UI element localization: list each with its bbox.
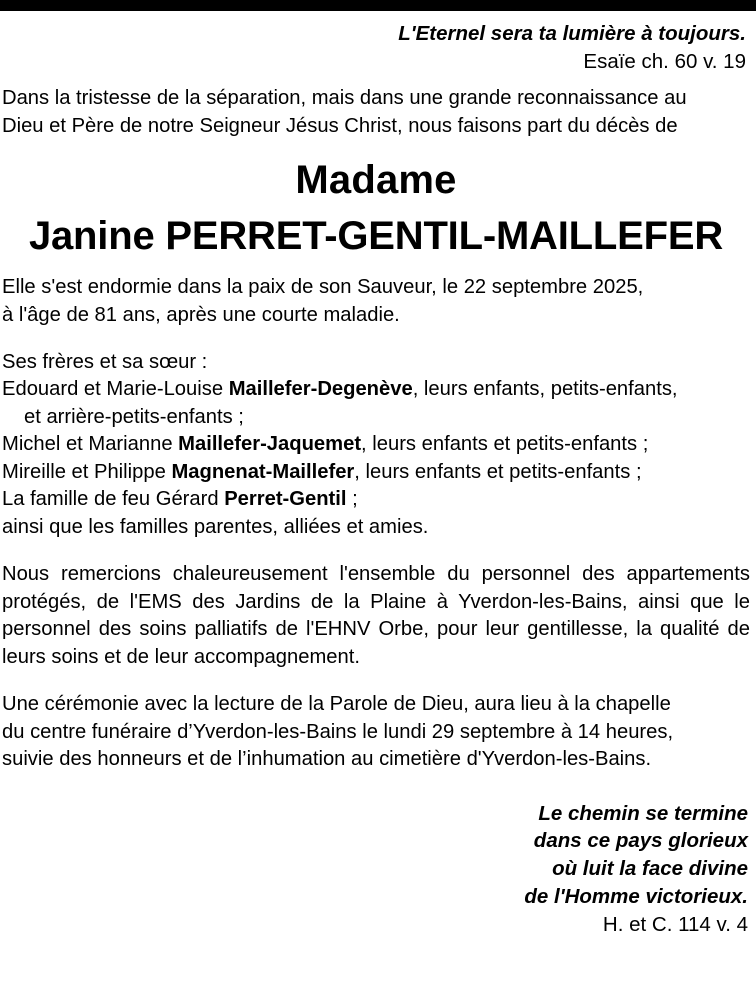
ceremony-paragraph (2, 691, 750, 773)
intro-line-2: Dieu et Père de notre Seigneur Jésus Christ, nous faisons part du décès de (2, 114, 678, 137)
top-black-rule (0, 0, 756, 11)
family-heading: Ses frères et sa sœur : (2, 350, 208, 373)
closing-poem-reference: H. et C. 114 v. 4 (602, 913, 748, 937)
thanks-paragraph: Nous remercions chaleureusement l'ensemble du personnel des appartements protégés, de l'EMS des Jardins de la Plaine à Yverdon-les-Bains, ainsi que le personnel des soins palliatifs de l'EHNV Orbe, pour leur gentillesse, la qualité de leurs soins et de leur accompagnement. (2, 563, 750, 668)
family-entry-prefix: Michel et Marianne (2, 433, 179, 456)
family-entry-continuation: et arrière-petits-enfants ; (24, 405, 244, 428)
opening-verse: L'Eternel sera ta lumière à toujours. (398, 22, 746, 45)
closing-poem-line: dans ce pays glorieux (533, 829, 748, 853)
family-entry (2, 486, 750, 513)
closing-poem (2, 800, 750, 911)
deceased-title: Madame (295, 158, 457, 203)
family-entry-suffix: , leurs enfants et petits-enfants ; (361, 433, 649, 456)
family-entry (2, 459, 750, 486)
ceremony-line-2: du centre funéraire d’Yverdon-les-Bains le lundi 29 septembre à 14 heures, (2, 720, 674, 743)
family-entry-surname: Maillefer-Jaquemet (178, 433, 362, 456)
death-line-2: à l'âge de 81 ans, après une courte maladie. (2, 303, 400, 326)
spacer-1 (2, 329, 750, 349)
family-entry-surname: Maillefer-Degenève (228, 378, 413, 401)
death-line-1: Elle s'est endormie dans la paix de son Sauveur, le 22 septembre 2025, (2, 276, 644, 299)
family-entry-suffix: , leurs enfants, petits-enfants, (412, 378, 678, 401)
family-entry-surname: Magnenat-Maillefer (171, 460, 355, 483)
family-entry-prefix: Edouard et Marie-Louise (2, 378, 229, 401)
death-details (2, 274, 750, 329)
opening-verse-reference: Esaïe ch. 60 v. 19 (583, 50, 746, 74)
family-entry-prefix: La famille de feu Gérard (2, 488, 225, 511)
closing-poem-line: où luit la face divine (552, 856, 748, 880)
intro-line-1: Dans la tristesse de la séparation, mais dans une grande reconnaissance au (2, 87, 687, 110)
deceased-name: Janine PERRET-GENTIL-MAILLEFER (28, 214, 724, 259)
family-entry (2, 431, 750, 458)
closing-poem-line: Le chemin se termine (538, 801, 748, 825)
family-entry (2, 376, 750, 403)
family-entry-suffix: , leurs enfants et petits-enfants ; (354, 460, 642, 483)
family-entry-suffix: ; (346, 488, 358, 511)
spacer-3 (2, 671, 750, 691)
family-entry-surname: Perret-Gentil (224, 488, 347, 511)
intro-paragraph (2, 85, 750, 140)
family-section (2, 349, 750, 541)
family-entry-prefix: Mireille et Philippe (2, 460, 172, 483)
family-closing: ainsi que les familles parentes, alliées et amies. (2, 515, 429, 538)
spacer-2 (2, 541, 750, 561)
notice-content (0, 20, 756, 939)
ceremony-line-3: suivie des honneurs et de l’inhumation au cimetière d'Yverdon-les-Bains. (2, 748, 652, 771)
ceremony-line-1: Une cérémonie avec la lecture de la Parole de Dieu, aura lieu à la chapelle (2, 693, 671, 716)
closing-poem-line: de l'Homme victorieux. (524, 884, 748, 908)
